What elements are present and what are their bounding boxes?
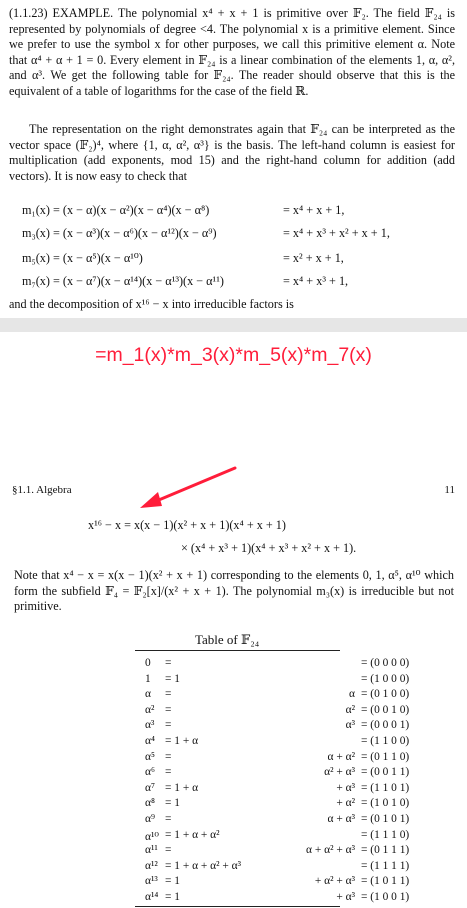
equation-m3-rhs: = x⁴ + x³ + x² + x + 1, [283, 226, 390, 240]
table-row [145, 751, 467, 764]
polynomial-cell: = [165, 719, 172, 732]
table-row [145, 782, 467, 795]
section-header: §1.1. Algebra [12, 484, 72, 496]
power-cell: α⁷ [145, 781, 155, 794]
equation-m7-lhs: m₇(x) = (x − α⁷)(x − α¹⁴)(x − α¹³)(x − α¹¹) [22, 274, 224, 288]
polynomial-tail-cell: α³ [345, 719, 355, 732]
subfield-note: Note that x⁴ − x = x(x − 1)(x² + x + 1) corresponding to the elements 0, 1, α⁵, α¹⁰ which form the subfield 𝔽₄ = 𝔽₂[x]/(x² + x + 1). The polynomial m₃(x) is irreducible but not primitive. [14, 568, 454, 614]
vector-cell: = (1 1 0 1) [361, 781, 410, 794]
power-cell: α¹⁴ [145, 891, 159, 903]
table-row [145, 657, 467, 670]
table-row [145, 844, 467, 857]
polynomial-tail-cell: + α³ [336, 781, 355, 794]
page-number: 11 [444, 484, 455, 496]
polynomial-cell: = 1 [165, 875, 180, 888]
equation-m5-rhs: = x² + x + 1, [283, 251, 344, 265]
polynomial-cell: = 1 [165, 891, 180, 903]
power-cell: α¹¹ [145, 844, 158, 857]
power-cell: α¹³ [145, 875, 158, 888]
vector-cell: = (0 0 0 1) [361, 719, 410, 732]
table-row [145, 719, 467, 732]
table-rule-top [135, 650, 340, 651]
polynomial-tail-cell: α [349, 688, 355, 701]
power-cell: α⁸ [145, 797, 155, 810]
power-cell: α⁵ [145, 750, 155, 763]
equation-m1-rhs: = x⁴ + x + 1, [283, 203, 345, 217]
power-cell: α¹² [145, 859, 158, 872]
polynomial-tail-cell: + α² + α³ [314, 875, 355, 888]
polynomial-tail-cell: α + α³ [327, 813, 355, 825]
equation-m1-lhs: m₁(x) = (x − α)(x − α²)(x − α⁴)(x − α⁸) [22, 203, 210, 217]
vector-cell: = (0 0 0 0) [361, 657, 410, 669]
polynomial-cell: = 1 + α [165, 781, 199, 794]
polynomial-tail-cell: α + α² + α³ [306, 844, 355, 857]
table-title: Table of 𝔽₂₄ [195, 632, 260, 647]
power-cell: α³ [145, 719, 155, 732]
table-row [145, 673, 467, 686]
polynomial-tail-cell: α + α² [327, 750, 355, 763]
polynomial-tail-cell: α² [345, 703, 355, 716]
vector-cell: = (0 1 1 0) [361, 750, 410, 763]
polynomial-cell: = [165, 813, 172, 825]
vector-cell: = (0 1 1 1) [361, 844, 410, 857]
polynomial-cell: = 1 [165, 672, 180, 685]
table-rule-bottom [135, 906, 340, 907]
vector-cell: = (1 0 1 1) [361, 875, 410, 888]
polynomial-cell: = 1 + α + α² + α³ [165, 859, 242, 872]
polynomial-cell: = [165, 657, 172, 669]
decomposition-intro: and the decomposition of x¹⁶ − x into irreducible factors is [9, 297, 294, 311]
table-row [145, 688, 467, 701]
vector-cell: = (0 1 0 0) [361, 688, 410, 701]
power-cell: 0 [145, 657, 151, 669]
bottom-page [0, 332, 467, 908]
table-row [145, 735, 467, 748]
polynomial-cell: = 1 [165, 797, 180, 810]
power-cell: α⁹ [145, 813, 155, 825]
power-cell: α⁴ [145, 735, 155, 747]
vector-cell: = (1 0 0 1) [361, 891, 410, 903]
polynomial-cell: = [165, 703, 172, 716]
power-cell: α⁶ [145, 766, 155, 779]
polynomial-tail-cell: α² + α³ [324, 766, 355, 779]
power-cell: α [145, 688, 151, 701]
red-arrow-icon [130, 462, 240, 512]
vector-cell: = (1 0 1 0) [361, 797, 410, 810]
polynomial-cell: = [165, 688, 172, 701]
polynomial-cell: = [165, 750, 172, 763]
representation-paragraph: The representation on the right demonstrates again that 𝔽₂₄ can be interpreted as the vector space (𝔽₂)⁴, where {1, α, α², α³} is the basis. The left-hand column is easiest for multiplication (add exponents, mod 15) and the right-hand column for addition (add vectors). It is now easy to check that [9, 122, 455, 183]
factorization-line-1: x¹⁶ − x = x(x − 1)(x² + x + 1)(x⁴ + x + 1) [88, 518, 286, 532]
vector-cell: = (0 1 0 1) [361, 813, 410, 825]
vector-cell: = (0 0 1 1) [361, 766, 410, 779]
polynomial-cell: = 1 + α + α² [165, 828, 220, 841]
top-page [0, 0, 467, 318]
example-paragraph: (1.1.23) EXAMPLE. The polynomial x⁴ + x + 1 is primitive over 𝔽₂. The field 𝔽₂₄ is represented by polynomials of degree <4. The polynomial x is a primitive element. Since we prefer to use the symbol x for other purposes, we call this primitive element α. Note that α⁴ + α + 1 = 0. Every element in 𝔽₂₄ is a linear combination of the elements 1, α, α², and α³. We get the following table for 𝔽₂₄. The reader should observe that this is the equivalent of a table of logarithms for the case of the field ℝ. [9, 6, 455, 98]
polynomial-cell: = [165, 844, 172, 857]
power-cell: 1 [145, 672, 151, 685]
table-row [145, 766, 467, 779]
vector-cell: = (1 1 1 0) [361, 828, 410, 841]
table-row [145, 813, 467, 826]
equation-m5-lhs: m₅(x) = (x − α⁵)(x − α¹⁰) [22, 251, 143, 265]
equation-m7-rhs: = x⁴ + x³ + 1, [283, 274, 349, 288]
table-row [145, 875, 467, 888]
vector-cell: = (1 1 0 0) [361, 735, 410, 747]
vector-cell: = (1 1 1 1) [361, 859, 410, 872]
vector-cell: = (1 0 0 0) [361, 672, 410, 685]
page-separator [0, 318, 467, 332]
table-row [145, 829, 467, 842]
polynomial-tail-cell: + α³ [336, 891, 355, 903]
equation-m3-lhs: m₃(x) = (x − α³)(x − α⁶)(x − α¹²)(x − α⁹) [22, 226, 217, 240]
vector-cell: = (0 0 1 0) [361, 703, 410, 716]
table-row [145, 860, 467, 873]
table-row [145, 704, 467, 717]
table-row [145, 891, 467, 904]
polynomial-cell: = [165, 766, 172, 779]
power-cell: α² [145, 703, 155, 716]
polynomial-tail-cell: + α² [336, 797, 355, 810]
table-row [145, 797, 467, 810]
factorization-line-2: × (x⁴ + x³ + 1)(x⁴ + x³ + x² + x + 1). [181, 541, 357, 555]
power-cell: α¹⁰ [145, 830, 159, 843]
polynomial-cell: = 1 + α [165, 735, 199, 747]
handwritten-annotation: =m_1(x)*m_3(x)*m_5(x)*m_7(x) [95, 344, 372, 366]
